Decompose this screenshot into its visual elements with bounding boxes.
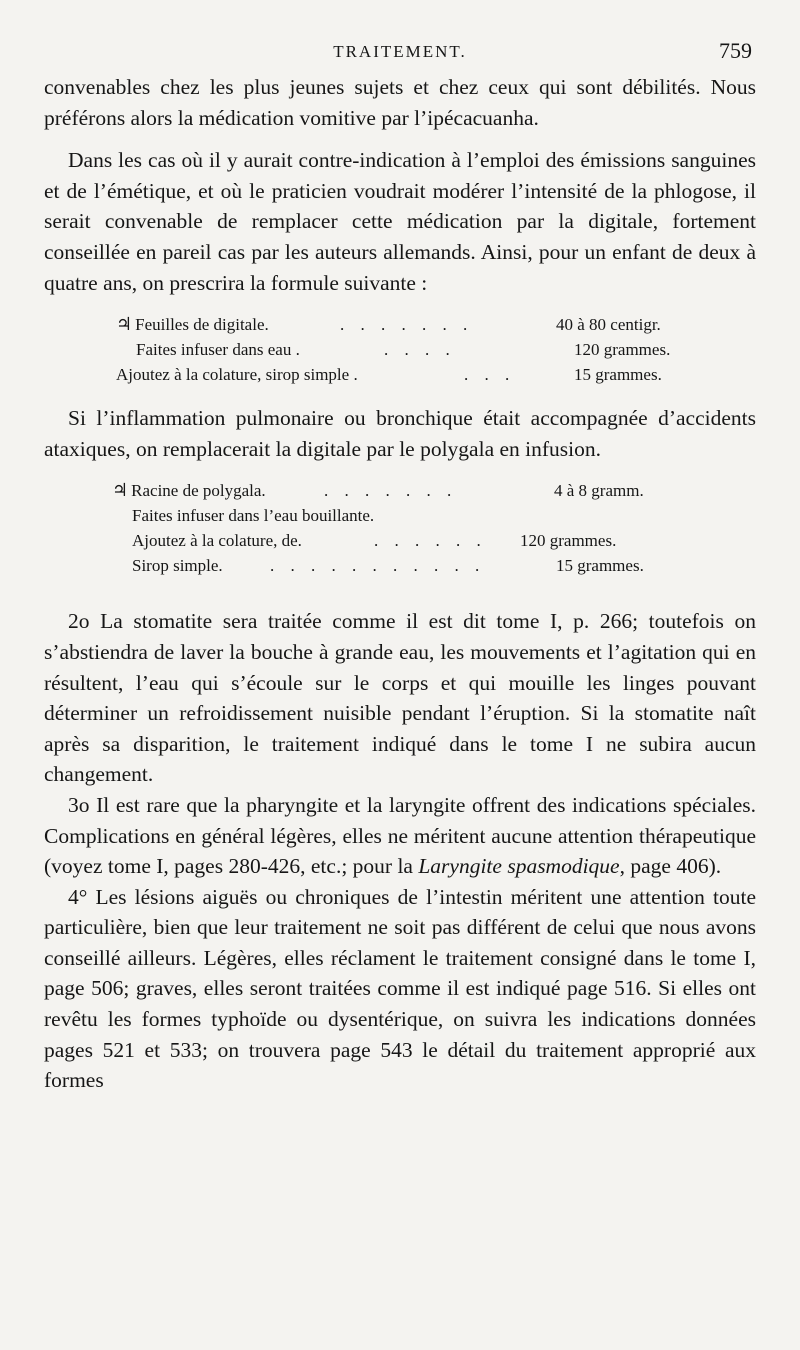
- recipe-dots: . . . . . . .: [340, 315, 474, 335]
- recipe-quantity: 120 grammes.: [520, 531, 617, 551]
- recipe-dots: . . .: [464, 365, 516, 385]
- recipe-row: [44, 553, 756, 578]
- recipe-label: ♃ Racine de polygala.: [112, 480, 266, 501]
- recipe-label: Faites infuser dans eau .: [136, 340, 300, 360]
- recipe-quantity: 15 grammes.: [574, 365, 662, 385]
- recipe-dots: . . . . . .: [374, 531, 487, 551]
- running-header: [44, 38, 756, 68]
- page-body: [44, 72, 756, 1096]
- recipe-label: Ajoutez à la colature, sirop simple .: [116, 365, 358, 385]
- recipe-symbol-icon: ♃: [116, 314, 133, 335]
- paragraph-digitale: Dans les cas où il y aurait contre-indication à l’emploi des émissions sanguines et de l’émétique, et où le praticien voudrait modérer l’intensité de la phlogose, il serait convenable de remplacer cette médication par la digitale, fortement conseillée en pareil cas par les auteurs allemands. Ainsi, pour un enfant de deux à quatre ans, on prescrira la formule suivante :: [44, 148, 756, 295]
- paragraph-stomatite: 2o La stomatite sera traitée comme il est dit tome I, p. 266; toutefois on s’abstiendra de laver la bouche à grande eau, les mouvements et l’agitation qui en résultent, l’eau qui s’écoule sur le corps et qui mouille les linges pouvant déterminer un refroidissement nuisible pendant l’éruption. Si la stomatite naît après sa disparition, le traitement indiqué dans le tome I ne subira aucun changement.: [44, 609, 756, 787]
- recipe-row: [44, 362, 756, 387]
- recipe-dots: . . . . . . .: [324, 481, 458, 501]
- recipe-label: Faites infuser dans l’eau bouillante.: [132, 506, 375, 526]
- recipe-digitale: [44, 312, 756, 387]
- recipe-row: [44, 337, 756, 362]
- recipe-row: [44, 528, 756, 553]
- recipe-symbol-icon: ♃: [112, 480, 129, 501]
- recipe-dots: . . . .: [384, 340, 456, 360]
- recipe-quantity: 120 grammes.: [574, 340, 671, 360]
- paragraph-intestin: 4° Les lésions aiguës ou chroniques de l’intestin méritent une attention toute particulière, bien que leur traitement ne soit pas différent de celui que nous avons conseillé ailleurs. Légères, elles réclament le traitement consigné dans le tome I, page 506; graves, elles seront traitées comme il est indiqué page 516. Si elles ont revêtu les formes typhoïde ou dysentérique, on suivra les indications données pages 521 et 533; on trouvera page 543 le détail du traitement approprié aux formes: [44, 884, 756, 1093]
- italic-term: Laryngite spasmodique: [418, 854, 620, 879]
- paragraph-polygala: Si l’inflammation pulmonaire ou bronchique était accompagnée d’accidents ataxiques, on remplacerait la digitale par le polygala en infusion.: [44, 406, 756, 461]
- recipe-row: [44, 312, 756, 337]
- recipe-quantity: 40 à 80 centigr.: [556, 315, 661, 335]
- recipe-row: [44, 478, 756, 503]
- paragraph-continuation: convenables chez les plus jeunes sujets et chez ceux qui sont débilités. Nous préférons alors la médication vomitive par l’ipécacuanha.: [44, 75, 756, 130]
- recipe-label: Sirop simple.: [132, 556, 223, 576]
- recipe-polygala: [44, 478, 756, 578]
- recipe-label: ♃ Feuilles de digitale.: [116, 314, 269, 335]
- recipe-quantity: 4 à 8 gramm.: [554, 481, 644, 501]
- header-title: TRAITEMENT.: [333, 42, 467, 61]
- recipe-dots: . . . . . . . . . . .: [270, 556, 486, 576]
- recipe-row: [44, 503, 756, 528]
- paragraph-pharyngite: 3o Il est rare que la pharyngite et la laryngite offrent des indications spéciales. Complications en général légères, elles ne méritent aucune attention thérapeutique (voyez tome I, pages 280-426, etc.; pour la Laryngite spasmodique, page 406).: [44, 792, 756, 879]
- recipe-quantity: 15 grammes.: [556, 556, 644, 576]
- page-number: 759: [719, 38, 752, 63]
- recipe-label: Ajoutez à la colature, de.: [132, 531, 302, 551]
